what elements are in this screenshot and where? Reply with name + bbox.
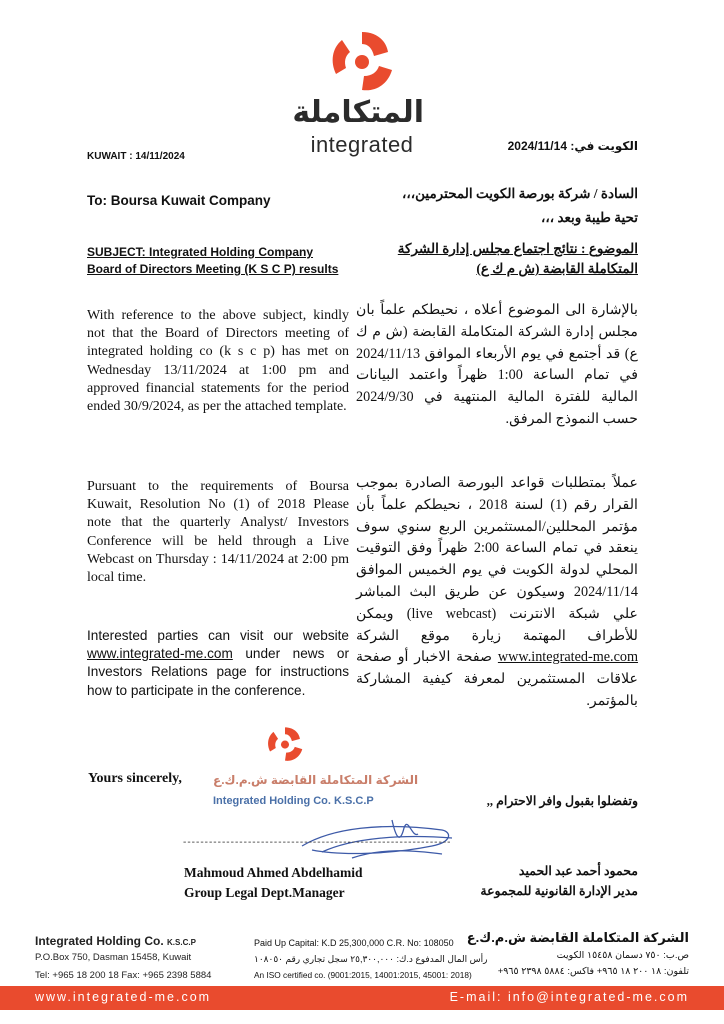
subject-english-line1: SUBJECT: Integrated Holding Company bbox=[87, 245, 314, 259]
recipient-english: To: Boursa Kuwait Company bbox=[87, 193, 271, 208]
stamp-text-english: Integrated Holding Co. K.S.C.P bbox=[213, 795, 374, 807]
date-arabic: الكويت في: 2024/11/14 bbox=[507, 139, 638, 153]
stamp-logo-icon bbox=[262, 722, 308, 766]
paragraph-text: under news or Investors Relations page for instructions how to participate in the conference. bbox=[87, 646, 349, 698]
footer-iso-certification: An ISO certified co. (9001:2015, 14001:2015, 45001: 2018) bbox=[254, 970, 472, 980]
recipient-arabic bbox=[348, 182, 638, 230]
body-paragraph-arabic-2 bbox=[356, 473, 638, 713]
website-link[interactable]: www.integrated-me.com bbox=[87, 646, 233, 662]
footer-capital-english: Paid Up Capital: K.D 25,300,000 C.R. No: 108050 bbox=[254, 938, 454, 948]
subject-arabic bbox=[348, 239, 638, 279]
footer-address-arabic: ص.ب: ٧٥٠ دسمان ١٥٤٥٨ الكويت bbox=[556, 950, 689, 961]
footer-company-suffix: K.S.C.P bbox=[167, 938, 196, 947]
logo-arabic-wordmark: المتكاملة bbox=[292, 96, 424, 129]
paragraph-text: عملاً بمتطلبات قواعد البورصة الصادرة بموجب القرار رقم (1) لسنة 2018 ، نحيطكم علماً بأن مؤتمر المحللين/المستثمرين الربع سنوي سوف ينعقد في تمام الساعة 2:00 ظهراً وفق التوقيت المحلي لدولة الكويت في يوم الخميس الموافق 2024/11/14 وسيكون عن طريق البث المباشر علي شبكة الانترنت (live webcast) ويمكن للأطراف المهتمة زيارة موقع الشركة bbox=[356, 475, 638, 644]
paragraph-text: Interested parties can visit our website bbox=[87, 628, 349, 643]
footer-phone-english: Tel: +965 18 200 18 Fax: +965 2398 5884 bbox=[35, 970, 212, 981]
footer-email-link[interactable]: E-mail: info@integrated-me.com bbox=[449, 990, 689, 1004]
signature-line: -------------------------------------------------------------- bbox=[183, 837, 452, 848]
date-english: KUWAIT : 14/11/2024 bbox=[87, 151, 185, 162]
footer-company-english bbox=[35, 934, 196, 948]
logo-english-wordmark: integrated bbox=[310, 132, 414, 157]
footer-company-arabic: الشركة المتكاملة القابضة ش.م.ك.ع bbox=[466, 930, 689, 945]
body-paragraph-english-1: With reference to the above subject, kindly not that the Board of Directors meeting of integrated holding co (k s c p) has met on Wednesday 13/11/2024 at 1:00 pm and approved financial statements for the period ended 30/9/2024, as per the attached template. bbox=[87, 308, 349, 415]
closing-arabic: وتفضلوا بقبول وافر الاحترام ,, bbox=[486, 794, 638, 808]
body-paragraph-english-3 bbox=[87, 627, 349, 700]
subject-arabic-line1: الموضوع : نتائج اجتماع مجلس إدارة الشركة bbox=[397, 241, 638, 256]
website-link-arabic[interactable]: www.integrated-me.com bbox=[497, 649, 639, 666]
closing-english: Yours sincerely, bbox=[88, 771, 182, 786]
signatory-title-arabic: مدير الإدارة القانونية للمجموعة bbox=[480, 884, 638, 898]
footer-company-name: Integrated Holding Co. bbox=[35, 934, 164, 948]
subject-english-line2: Board of Directors Meeting (K S C P) results bbox=[87, 262, 339, 276]
recipient-arabic-line1: السادة / شركة بورصة الكويت المحترمين،،، bbox=[402, 186, 638, 201]
stamp-text-arabic: الشركة المتكاملة القابضة ش.م.ك.ع bbox=[213, 773, 419, 787]
body-paragraph-arabic-1: بالإشارة الى الموضوع أعلاه ، نحيطكم علماً بان مجلس إدارة الشركة المتكاملة القابضة (ش م ك ع) قد أجتمع في يوم الأربعاء الموافق 2024/11/13 في تمام الساعة 1:00 ظهراً واعتمد البيانات المالية للفترة المالية المنتهية في 2024/9/30 حسب النموذج المرفق. bbox=[356, 302, 638, 427]
signatory-english bbox=[184, 863, 363, 903]
footer-website-link[interactable]: www.integrated-me.com bbox=[35, 990, 212, 1004]
integrated-logo-icon bbox=[322, 26, 402, 96]
greeting-arabic: تحية طيبة وبعد ،،، bbox=[541, 210, 638, 225]
subject-arabic-line2: المتكاملة القابضة (ش م ك ع) bbox=[476, 261, 638, 276]
signatory-name-arabic: محمود أحمد عبد الحميد bbox=[518, 864, 638, 878]
signatory-title-english: Group Legal Dept.Manager bbox=[184, 885, 345, 900]
body-paragraph-english-2: Pursuant to the requirements of Boursa Kuwait, Resolution No (1) of 2018 Please note that the quarterly Analyst/ Investors Conference will be held through a Live Webcast on Thursday : 14/11/2024 at 2:00 pm local time. bbox=[87, 479, 349, 586]
signatory-name-english: Mahmoud Ahmed Abdelhamid bbox=[184, 865, 363, 880]
footer-capital-arabic: رأس المال المدفوع د.ك: ٢٥,٣٠٠,٠٠٠ سجل تجاري رقم ١٠٨٠٥٠ bbox=[254, 954, 488, 964]
paragraph-text: صفحة الاخبار أو صفحة علاقات المستثمرين لمعرفة كيفية المشاركة بالمؤتمر. bbox=[356, 649, 638, 709]
footer-phone-arabic: تلفون: ١٨ ٢٠٠ ١٨ ٩٦٥+ فاكس: ٥٨٨٤ ٢٣٩٨ ٩٦٥+ bbox=[497, 966, 689, 977]
footer-address-english: P.O.Box 750, Dasman 15458, Kuwait bbox=[35, 952, 192, 963]
signatory-arabic bbox=[480, 861, 638, 901]
